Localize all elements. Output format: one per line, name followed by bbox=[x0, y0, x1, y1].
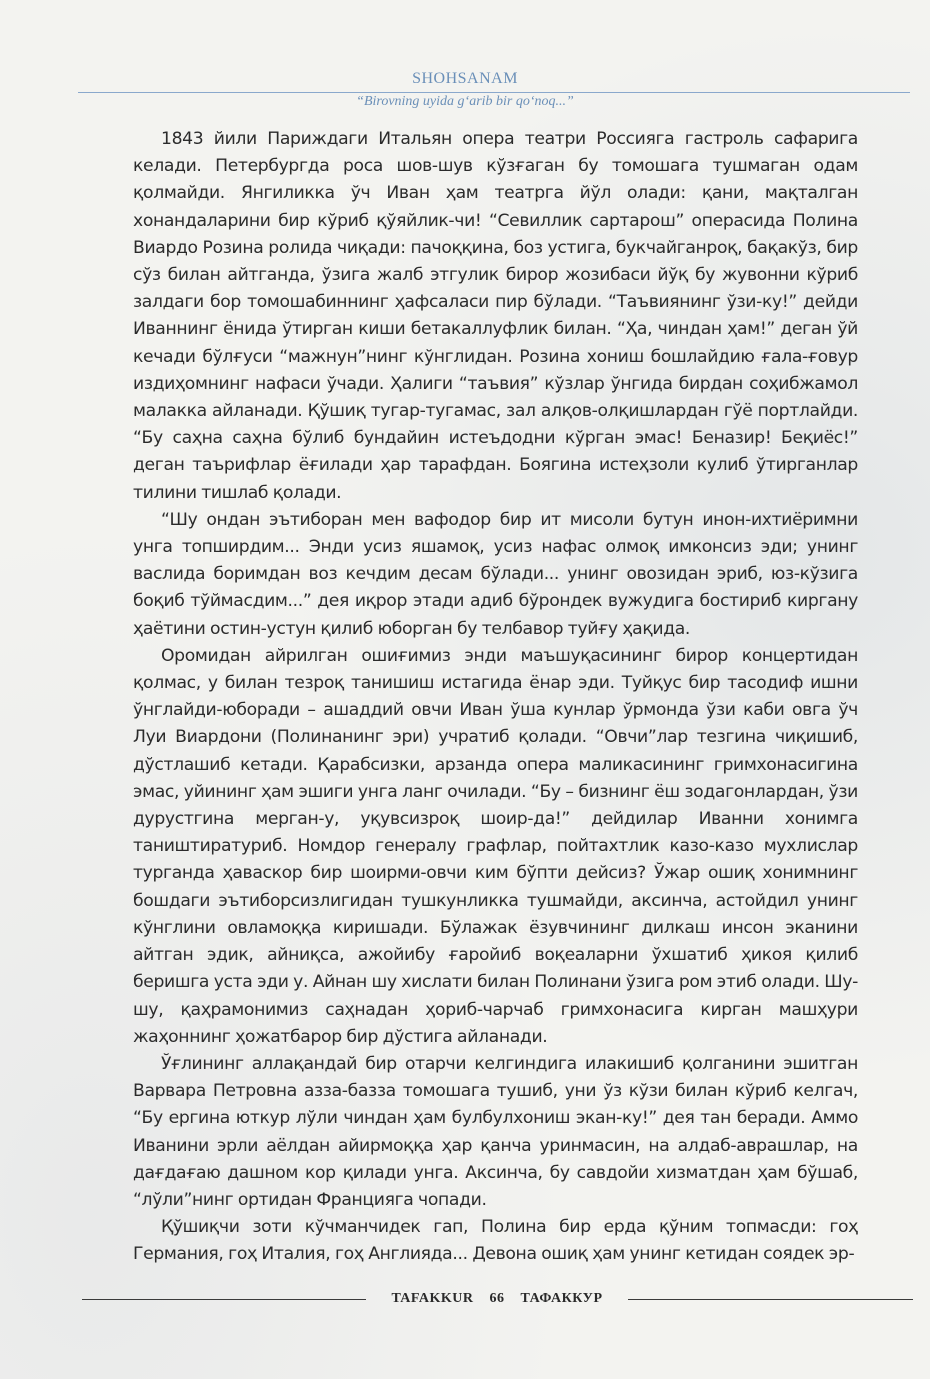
paragraph: “Шу ондан эътиборан мен вафодор бир ит мисоли бутун инон-ихтиёримни унга топширдим... Энди усиз яшамоқ, усиз нафас олмоқ имконсиз эди; унинг васлида боримдан воз кечдим десам бўлади... унинг овозидан эриб, юз-кўзига боқиб тўймасдим...” дея иқрор этади адиб бўрондек вужудига бостириб кирганy ҳаётини остин-устун қилиб юборган бу телбавор туйғу ҳақида. bbox=[133, 509, 858, 639]
page-number: 66 bbox=[489, 1291, 505, 1306]
footer-rule-left bbox=[82, 1299, 366, 1300]
paragraph: Ўғлининг аллақандай бир отарчи келгиндига илакишиб қолганини эшитган Варвара Петровна азза-базза томошага тушиб, уни ўз кўзи билан кўриб келгач, “Бу ергина юткур лўли чиндан ҳам булбулхониш экан-ку!” дея тан беради. Аммо Иванини эрли аёлдан айирмоққа ҳар қанча уринмасин, на алдаб-аврашлар, на дағдағаю дашном кор қилади унга. Аксинча, бу савдойи хизматдан ҳам бўшаб, “лўли”нинг ортидан Францияга чопади. bbox=[133, 1053, 858, 1210]
article-body bbox=[133, 126, 858, 1269]
footer-rule-right bbox=[628, 1299, 913, 1300]
footer-magazine-cyrillic: ТАФАККУР bbox=[520, 1291, 603, 1306]
paragraph: Қўшиқчи зоти кўчманчидек гап, Полина бир ерда қўним топмасди: гоҳ Германия, гоҳ Италия, гоҳ Англияда... Девона ошиқ ҳам унинг кетидан соядек эр- bbox=[133, 1217, 858, 1265]
paragraph: Оромидан айрилган ошиғимиз энди маъшуқасининг бирор концертидан қолмас, у билан тезроқ танишиш истагида ёнар эди. Туйқус бир тасодиф ишни ўнглайди-юборади – ашаддий овчи Иван ўша кунлар ўрмонда ўзи каби овга ўч Луи Виардони (Полинанинг эри) учратиб қолади. “Овчи”лар тезгина чиқишиб, дўстлашиб кетади. Қарабсизки, арзанда опера маликасининг гримхонасигина эмас, уйининг ҳам эшиги унга ланг очилади. “Бу – бизнинг ёш зодагонлардан, ўзи дурустгина мерган-у, уқувсизроқ шоир-да!” дейдилар Иванни хонимга таништиратуриб. Номдор генералу графлар, пойтахтлик казо-казо мухлислар турганда ҳаваскор бир шоирми-овчи ким бўпти дейсиз? Ўжар ошиқ хонимнинг бошдаги эътиборсизлигидан тушкунликка тушмайди, аксинча, астойдил унинг кўнглини овламоққа киришади. Бўлажак ёзувчининг дилкаш инсон эканини айтган эдик, айниқса, ажойибу ғаройиб воқеаларни ўхшатиб ҳикоя қилиб беришга уста эди у. Айнан шу хислати билан Полинани ўзига ром этиб олади. Шу-шу, қаҳрамонимиз саҳнадан ҳориб-чарчаб гримхонасига кирган машҳури жаҳоннинг ҳожатбарор бир дўстига айланади. bbox=[133, 645, 858, 1047]
paragraph: 1843 йили Париждаги Итальян опера театри Россияга гастроль сафарига келади. Петербургда роса шов-шув кўзғаган бу томошага тушмаган одам қолмайди. Янгиликка ўч Иван ҳам театрга йўл олади: қани, мақталган хонандаларини бир кўриб қўяйлик-чи! “Севиллик сартарош” операсида Полина Виардо Розина ролида чиқади: пачоққина, боз устига, букчайганроқ, бақакўз, бир сўз билан айтганда, ўзига жалб этгулик бирор жозибаси йўқ бу жувонни кўриб залдаги бор томошабиннинг ҳафсаласи пир бўлади. “Таъвиянинг ўзи-ку!” дейди Иваннинг ёнида ўтирган киши бетакаллуфлик билан. “Ҳа, чиндан ҳам!” деган ўй кечади бўлғуси “мажнун”нинг кўнглидан. Розина хониш бошлайдию ғала-ғовур издиҳомнинг нафаси ўчади. Ҳалиги “таъвия” кўзлар ўнгида бирдан соҳибжамол малакка айланади. Қўшиқ тугар-тугамас, зал алқов-олқишлардан гўё портлайди. “Бу саҳна саҳна бўлиб бундайин истеъдодни кўрган эмас! Беназир! Беқиёс!” деган таърифлар ёғилади ҳар тарафдан. Боягина истеҳзоли кулиб ўтирганлар тилини тишлаб қолади. bbox=[133, 129, 858, 503]
running-header-title: SHOHSANAM bbox=[412, 70, 518, 87]
footer-magazine-latin: TAFAKKUR bbox=[391, 1291, 474, 1306]
header-divider bbox=[78, 92, 910, 93]
running-header-subtitle: “Birovning uyida g‘arib bir qo‘noq...” bbox=[356, 94, 574, 109]
page-footer bbox=[366, 1291, 628, 1307]
